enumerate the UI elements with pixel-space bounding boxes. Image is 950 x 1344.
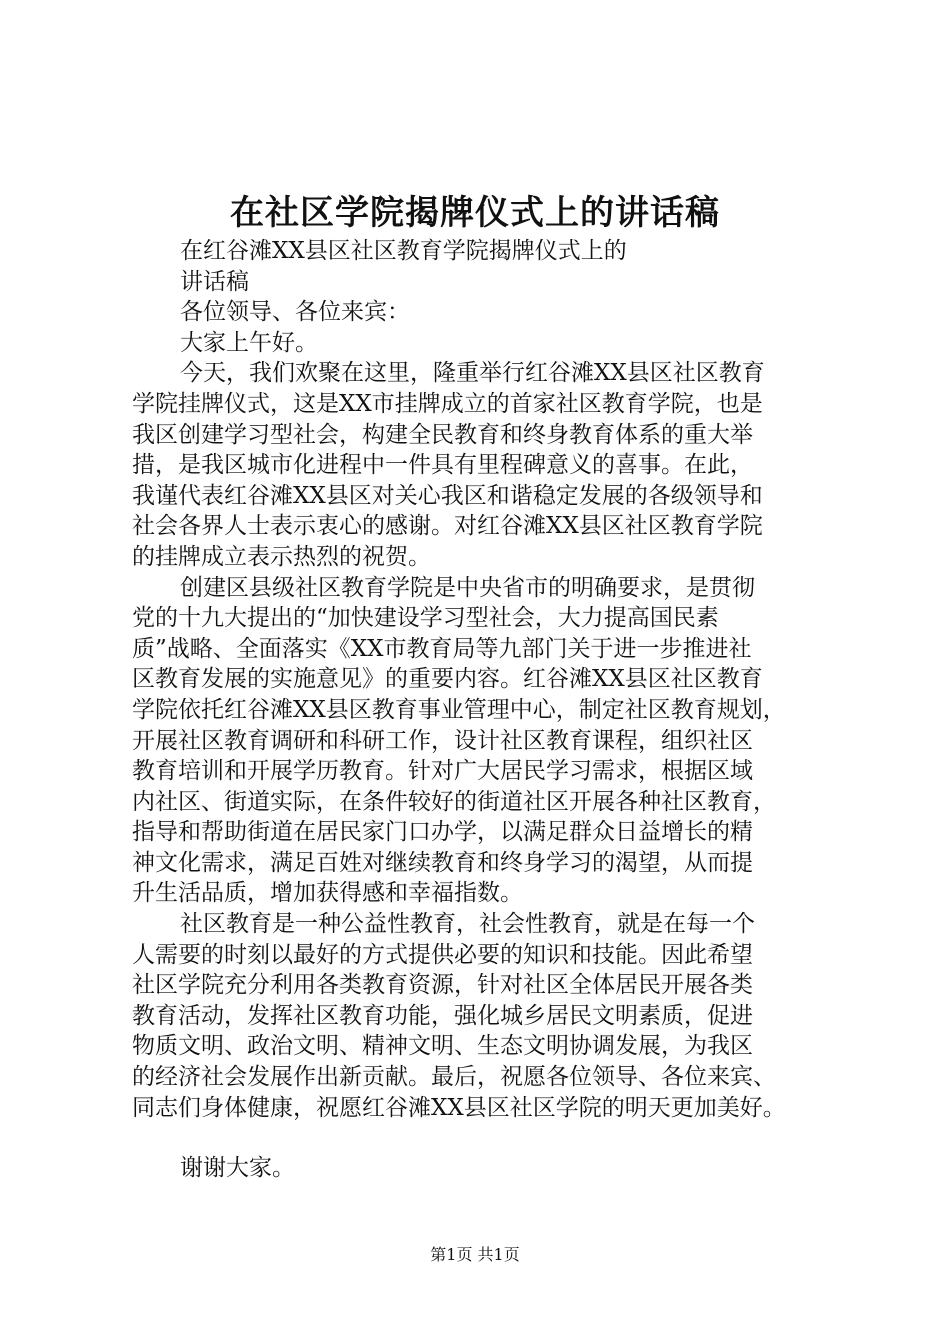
text-line: 党的十九大提出的“加快建设学习型社会，大力提高国民素 bbox=[132, 605, 719, 632]
text-line: 升生活品质，增加获得感和幸福指数。 bbox=[132, 880, 523, 907]
text-line: 各位领导、各位来宾： bbox=[180, 299, 410, 326]
text-line: 教育活动，发挥社区教育功能，强化城乡居民文明素质，促进 bbox=[132, 1002, 753, 1029]
text-line: 学院依托红谷滩XX县区教育事业管理中心，制定社区教育规划， bbox=[132, 696, 786, 723]
text-line: 今天，我们欢聚在这里，隆重举行红谷滩XX县区社区教育 bbox=[180, 360, 765, 387]
text-line: 同志们身体健康，祝愿红谷滩XX县区社区学院的明天更加美好。 bbox=[132, 1094, 786, 1121]
document-body bbox=[132, 236, 832, 1184]
text-line: 社区学院充分利用各类教育资源，针对社区全体居民开展各类 bbox=[132, 972, 753, 999]
text-line: 创建区县级社区教育学院是中央省市的明确要求，是贯彻 bbox=[180, 574, 755, 601]
text-line: 社会各界人士表示衷心的感谢。对红谷滩XX县区社区教育学院 bbox=[132, 513, 763, 540]
text-line: 开展社区教育调研和科研工作，设计社区教育课程，组织社区 bbox=[132, 727, 753, 754]
text-line: 教育培训和开展学历教育。针对广大居民学习需求，根据区域 bbox=[132, 758, 753, 785]
text-line: 指导和帮助街道在居民家门口办学，以满足群众日益增长的精 bbox=[132, 819, 753, 846]
paragraph-spacer bbox=[132, 1123, 832, 1153]
text-line: 学院挂牌仪式，这是XX市挂牌成立的首家社区教育学院，也是 bbox=[132, 390, 763, 417]
text-line: 大家上午好。 bbox=[180, 329, 318, 356]
text-line: 在红谷滩XX县区社区教育学院揭牌仪式上的 bbox=[180, 238, 627, 264]
text-line: 我谨代表红谷滩XX县区对关心我区和谐稳定发展的各级领导和 bbox=[132, 482, 763, 509]
text-line: 的经济社会发展作出新贡献。最后，祝愿各位领导、各位来宾、 bbox=[132, 1064, 776, 1091]
text-line: 物质文明、政治文明、精神文明、生态文明协调发展，为我区 bbox=[132, 1033, 753, 1060]
text-line: 内社区、街道实际，在条件较好的街道社区开展各种社区教育， bbox=[132, 788, 776, 815]
text-line: 神文化需求，满足百姓对继续教育和终身学习的渴望，从而提 bbox=[132, 849, 753, 876]
text-line: 的挂牌成立表示热烈的祝贺。 bbox=[132, 543, 431, 570]
closing-line: 谢谢大家。 bbox=[180, 1155, 295, 1182]
text-line: 讲话稿 bbox=[180, 268, 249, 295]
text-line: 质”战略、全面落实《XX市教育局等九部门关于进一步推进社 bbox=[132, 635, 752, 662]
page-footer: 第1页 共1页 bbox=[430, 1245, 520, 1264]
text-line: 措，是我区城市化进程中一件具有里程碑意义的喜事。在此， bbox=[132, 452, 753, 479]
text-line: 我区创建学习型社会，构建全民教育和终身教育体系的重大举 bbox=[132, 421, 753, 448]
text-line: 人需要的时刻以最好的方式提供必要的知识和技能。因此希望 bbox=[132, 941, 753, 968]
document-title: 在社区学院揭牌仪式上的讲话稿 bbox=[230, 193, 720, 233]
text-line: 区教育发展的实施意见》的重要内容。红谷滩XX县区社区教育 bbox=[132, 666, 763, 693]
text-line: 社区教育是一种公益性教育，社会性教育，就是在每一个 bbox=[180, 911, 755, 938]
